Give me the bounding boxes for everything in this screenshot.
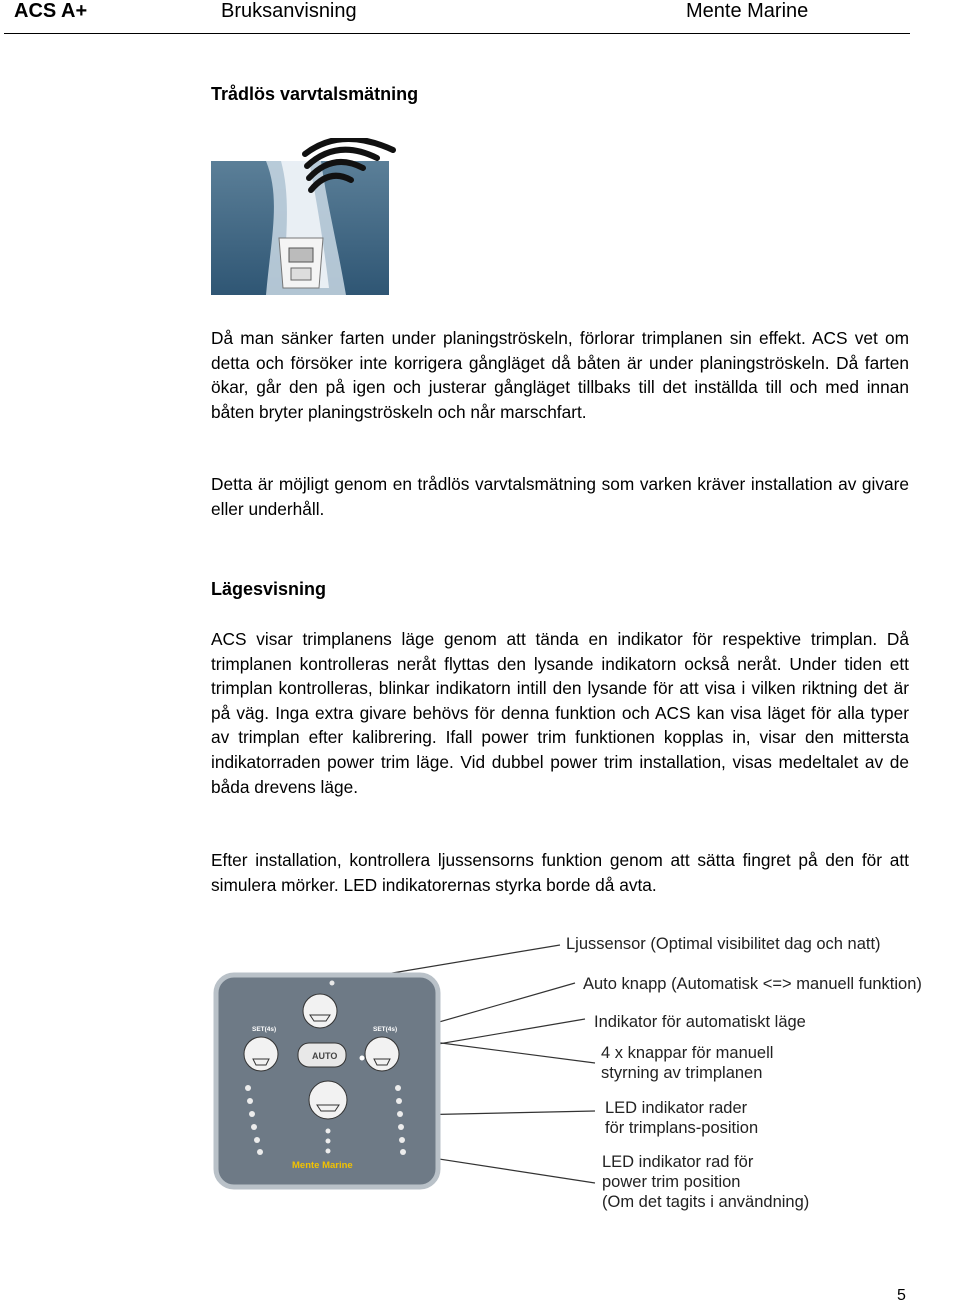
header-rule bbox=[4, 33, 910, 34]
section2-paragraph-1: ACS visar trimplanens läge genom att tända en indikator för respektive trimplan. Då trimplanen kontrolleras neråt flyttas den lysande indikatorn också neråt. Under tiden ett trimplan kontrolleras, blinkar indikatorn intill den lysande för att visa i vilken riktning det är på väg. Inga extra givare behövs för denna funktion och ACS kan visa läget för alla typer av trimplan efter kalibrering. Ifall power trim funktionen kopplas in, visar den mittersta indikatorraden power trim läge. Vid dubbel power trim installation, visas medeltalet av de båda drevens läge. bbox=[211, 629, 909, 797]
callout-led-rows-line1: LED indikator rader bbox=[605, 1099, 748, 1117]
callout-led-rows-line2: för trimplans-position bbox=[605, 1119, 759, 1137]
section-title-position-display: Lägesvisning bbox=[211, 579, 327, 599]
callout-power-trim-line2: power trim position bbox=[602, 1173, 741, 1191]
callout-manual-buttons-line1: 4 x knappar för manuell bbox=[601, 1044, 774, 1062]
set-label-left: SET(4s) bbox=[252, 1026, 277, 1033]
callout-power-trim-line1: LED indikator rad för bbox=[602, 1153, 754, 1171]
callout-light-sensor: Ljussensor (Optimal visibilitet dag och natt) bbox=[566, 935, 881, 953]
section2-paragraph-2: Efter installation, kontrollera ljussensorns funktion genom att sätta fingret på den för att simulera mörker. LED indikatorernas styrka borde då avta. bbox=[211, 850, 909, 895]
section-title-wireless-rpm: Trådlös varvtalsmätning bbox=[211, 84, 419, 104]
section1-paragraph-1: Då man sänker farten under planingströskeln, förlorar trimplanen sin effekt. ACS vet om detta och försöker inte korrigera gångläget då båten är under planingströskeln. Då farten ökar, går den på igen och justerar gångläget tillbaks till det inställda till och med innan båten bryter planingströskeln och når marschfart. bbox=[211, 328, 909, 422]
callout-auto-indicator: Indikator för automatiskt läge bbox=[594, 1013, 806, 1031]
boat-wireless-photo bbox=[211, 138, 421, 295]
page-header bbox=[0, 0, 960, 34]
callout-manual-buttons-line2: styrning av trimplanen bbox=[601, 1064, 763, 1082]
panel-brand-label: Mente Marine bbox=[292, 1160, 353, 1171]
page-number: 5 bbox=[897, 1287, 906, 1304]
section1-paragraph-2: Detta är möjligt genom en trådlös varvtalsmätning som varken kräver installation av givare eller underhåll. bbox=[211, 474, 909, 519]
callout-power-trim-line3: (Om det tagits i användning) bbox=[602, 1193, 810, 1211]
set-label-right: SET(4s) bbox=[373, 1026, 398, 1033]
callout-auto-button: Auto knapp (Automatisk <=> manuell funktion) bbox=[583, 975, 922, 993]
header-product: ACS A+ bbox=[14, 0, 88, 22]
header-brand: Mente Marine bbox=[686, 0, 809, 22]
auto-button: AUTO bbox=[312, 1051, 338, 1061]
header-doc-type: Bruksanvisning bbox=[221, 0, 357, 22]
